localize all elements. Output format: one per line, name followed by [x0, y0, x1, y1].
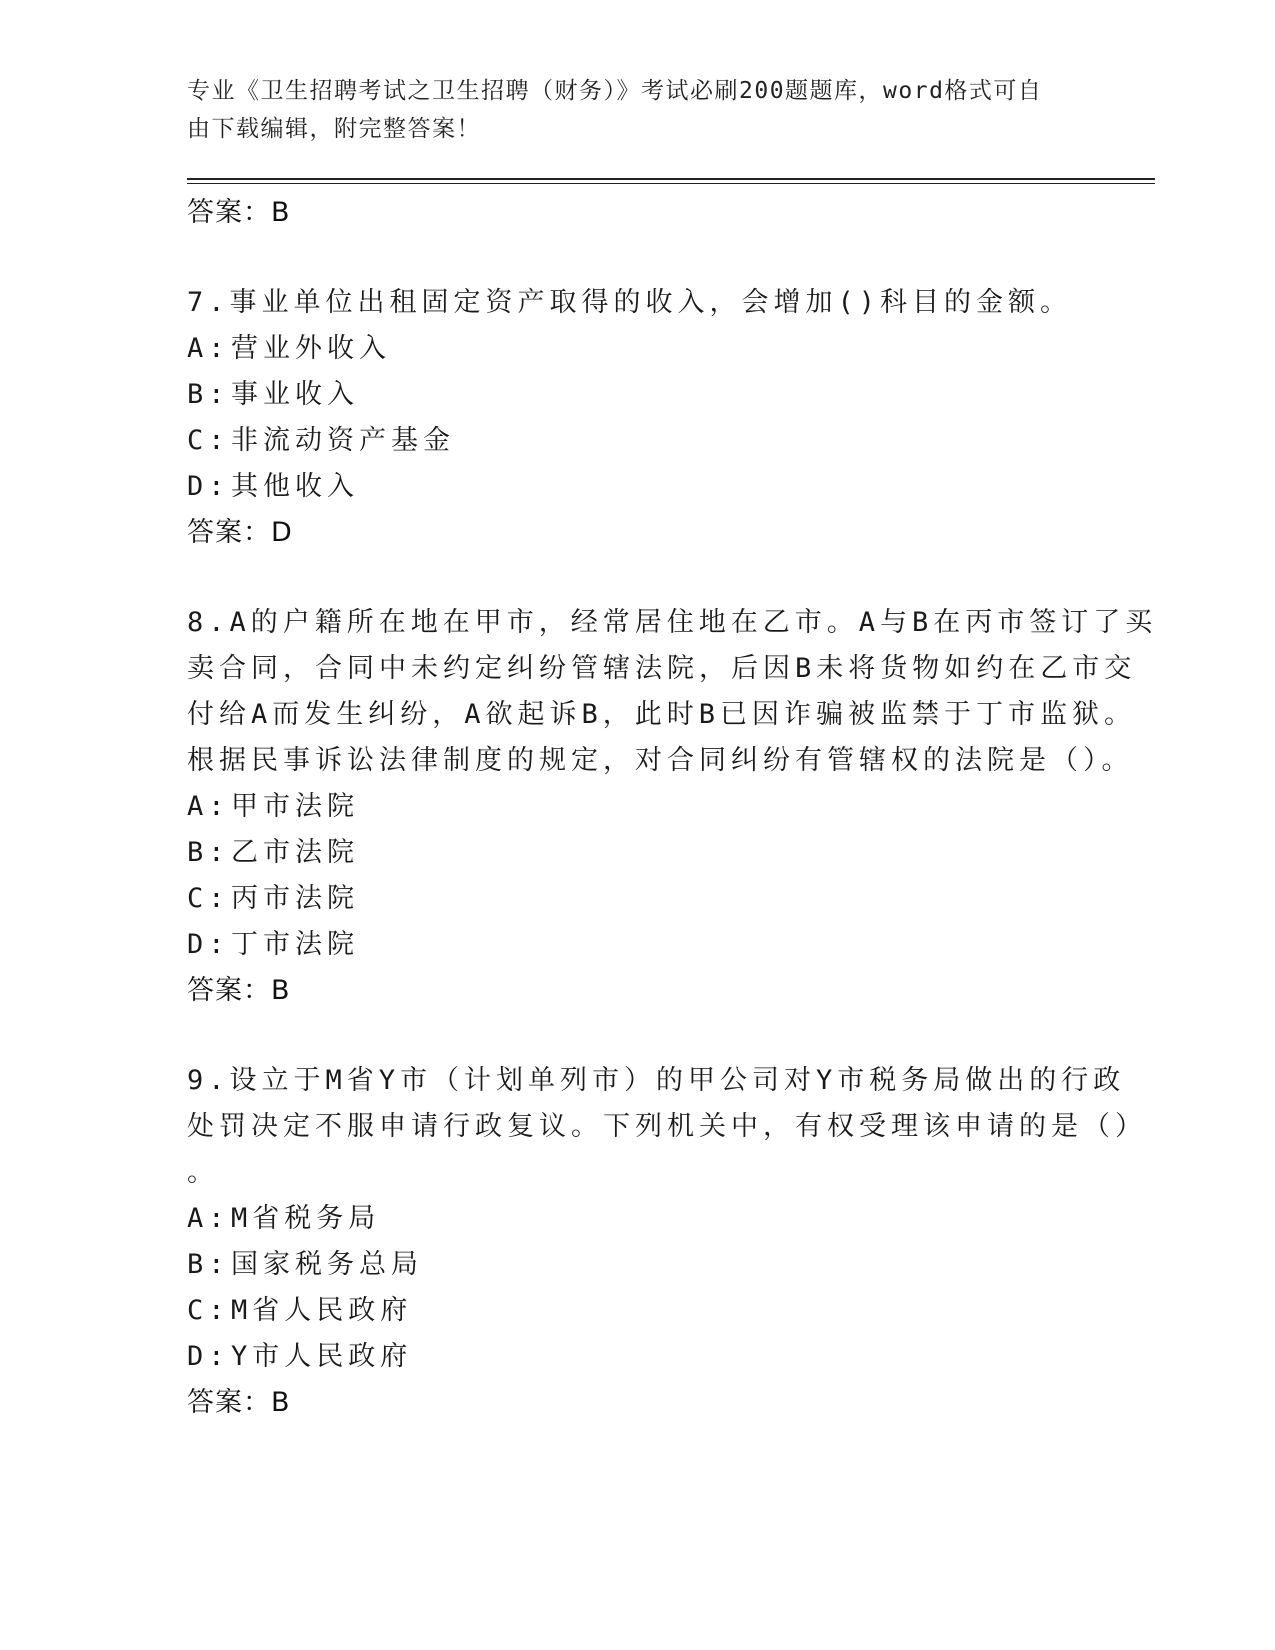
option-text: 甲市法院: [231, 791, 359, 822]
option-text: 其他收入: [231, 471, 359, 502]
question-line: 7.事业单位出租固定资产取得的收入，会增加()科目的金额。: [187, 287, 1073, 318]
question-line: 9.设立于M省Y市（计划单列市）的甲公司对Y市税务局做出的行政: [187, 1065, 1126, 1096]
question-9: [187, 1058, 1147, 1425]
option-a: [187, 326, 1087, 372]
option-key: A:: [187, 333, 230, 364]
document-header: [187, 72, 1067, 148]
question-text: [187, 600, 1158, 784]
option-d: [187, 1334, 1087, 1380]
question-text: [187, 1058, 1147, 1196]
question-8: [187, 600, 1158, 1013]
option-b: [187, 1242, 1087, 1288]
header-line-2: 由下载编辑，附完整答案！: [187, 116, 481, 142]
option-text: M省税务局: [231, 1203, 381, 1234]
option-key: D:: [187, 929, 230, 960]
answer-line: 答案：B: [187, 1387, 291, 1418]
option-d: [187, 922, 1087, 968]
option-key: B:: [187, 1249, 230, 1280]
document-body: [187, 190, 1158, 1425]
option-key: C:: [187, 425, 230, 456]
option-b: [187, 372, 1087, 418]
question-line: 处罚决定不服申请行政复议。下列机关中，有权受理该申请的是（）: [187, 1111, 1147, 1142]
option-c: [187, 1288, 1087, 1334]
option-key: C:: [187, 1295, 230, 1326]
option-text: Y市人民政府: [231, 1341, 413, 1372]
option-key: A:: [187, 1203, 230, 1234]
option-b: [187, 830, 1087, 876]
option-a: [187, 1196, 1087, 1242]
option-a: [187, 784, 1087, 830]
option-c: [187, 876, 1087, 922]
option-text: 营业外收入: [231, 333, 391, 364]
option-key: B:: [187, 837, 230, 868]
option-c: [187, 418, 1087, 464]
question-line: 根据民事诉讼法律制度的规定，对合同纠纷有管辖权的法院是（）。: [187, 745, 1134, 776]
question-line: 。: [187, 1157, 219, 1188]
option-text: 丁市法院: [231, 929, 359, 960]
question-line: 卖合同，合同中未约定纠纷管辖法院，后因B未将货物如约在乙市交: [187, 653, 1137, 684]
option-text: 乙市法院: [231, 837, 359, 868]
option-key: D:: [187, 1341, 230, 1372]
answer-line: 答案：B: [187, 975, 291, 1006]
answer-line: 答案：D: [187, 517, 293, 548]
header-divider-thin: [187, 183, 1155, 184]
answer-line: 答案：B: [187, 197, 291, 228]
header-divider: [187, 178, 1155, 180]
option-text: 丙市法院: [231, 883, 359, 914]
header-line-1: 专业《卫生招聘考试之卫生招聘（财务）》考试必刷200题题库，word格式可自: [187, 78, 1043, 104]
question-line: 付给A而发生纠纷，A欲起诉B，此时B已因诈骗被监禁于丁市监狱。: [187, 699, 1137, 730]
option-text: 国家税务总局: [231, 1249, 423, 1280]
option-text: M省人民政府: [231, 1295, 413, 1326]
question-7: [187, 280, 1087, 555]
option-key: B:: [187, 379, 230, 410]
option-text: 事业收入: [231, 379, 359, 410]
question-text: [187, 280, 1087, 326]
option-key: A:: [187, 791, 230, 822]
option-key: D:: [187, 471, 230, 502]
question-line: 8.A的户籍所在地在甲市，经常居住地在乙市。A与B在丙市签订了买: [187, 607, 1158, 638]
option-text: 非流动资产基金: [231, 425, 455, 456]
option-d: [187, 464, 1087, 510]
option-key: C:: [187, 883, 230, 914]
